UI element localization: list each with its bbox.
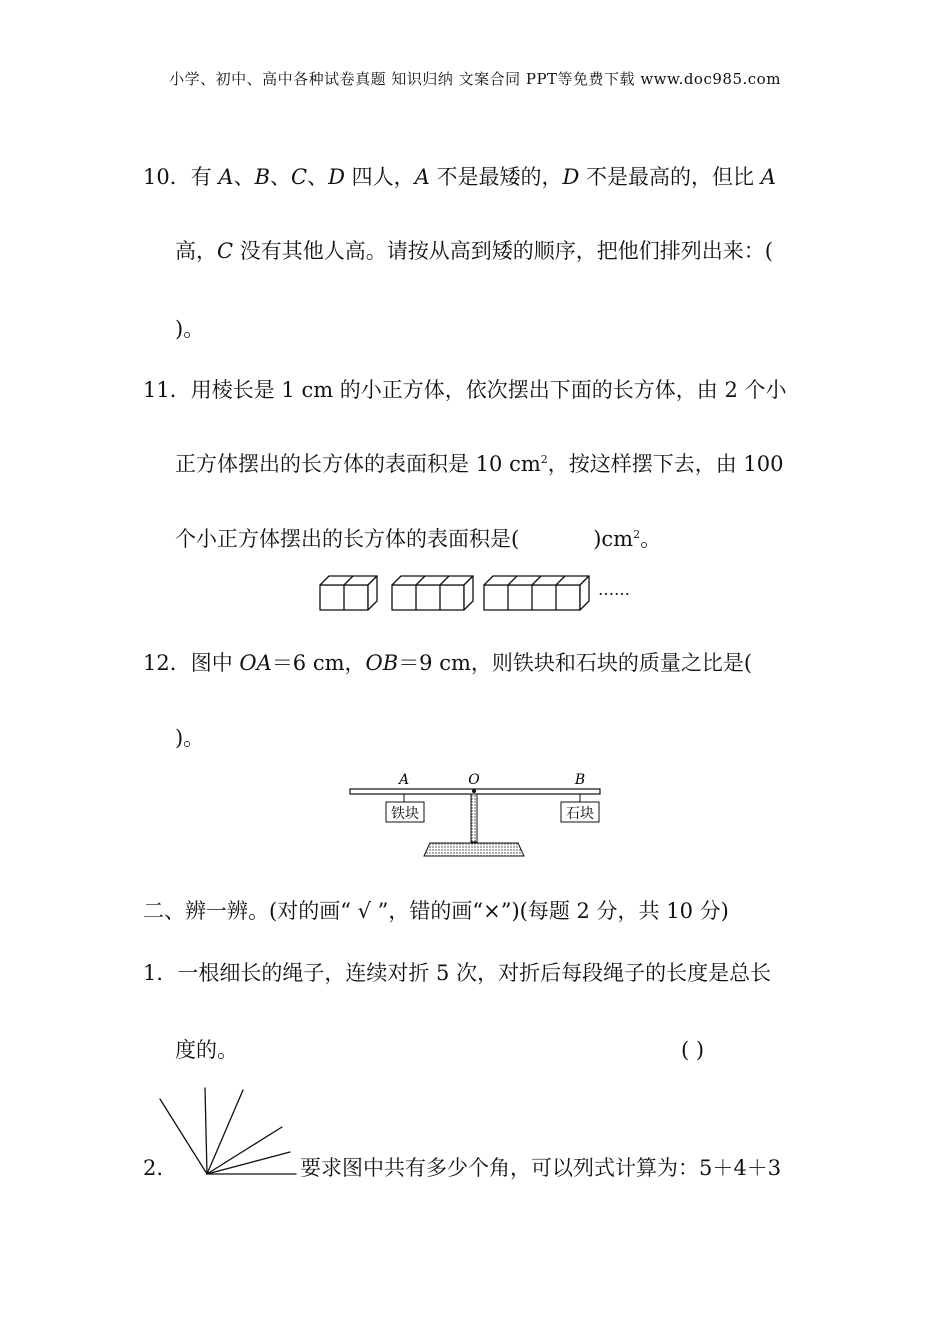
- q12-line1: 12．图中 OA＝6 cm，OB＝9 cm，则铁块和石块的质量之比是(: [143, 651, 753, 675]
- q10-number: 10．: [143, 165, 191, 189]
- ray-1: [160, 1099, 207, 1174]
- label-B: B: [574, 772, 586, 788]
- j1-answer-paren: ( ): [681, 1038, 705, 1062]
- q11-number: 11．: [143, 378, 191, 402]
- j1-number: 1．: [143, 961, 178, 985]
- ray-5: [207, 1152, 290, 1174]
- q11-line3: 个小正方体摆出的长方体的表面积是( )$cm^2$。: [175, 527, 662, 551]
- q12-number: 12．: [143, 651, 191, 675]
- ray-4: [207, 1127, 282, 1174]
- stone-block-label: 石块: [566, 806, 594, 822]
- label-A: A: [398, 772, 410, 788]
- j2-number: 2.: [143, 1156, 164, 1180]
- q10-line1: 10．有 A、B、C、D 四人，A 不是最矮的，D 不是最高的，但比 A: [143, 165, 776, 189]
- q11-line1: 11．用棱长是 1 cm 的小正方体，依次摆出下面的长方体，由 2 个小: [143, 378, 787, 402]
- ray-2: [205, 1088, 207, 1174]
- j2-text: 要求图中共有多少个角，可以列式计算为：5＋4＋3: [300, 1156, 782, 1180]
- q10-line2: 高，C 没有其他人高。请按从高到矮的顺序，把他们排列出来：(: [175, 239, 773, 263]
- ray-3: [207, 1090, 243, 1174]
- iron-block-label: 铁块: [391, 806, 419, 822]
- q10-line3: )。: [175, 317, 205, 341]
- j1-line1: 1．一根细长的绳子，连续对折 5 次，对折后每段绳子的长度是总长: [143, 961, 772, 985]
- cuboid-ellipsis: ……: [598, 580, 630, 599]
- j1-line2: 度的。: [175, 1038, 238, 1062]
- q12-line2: )。: [175, 726, 205, 750]
- section2-title: 二、辨一辨。(对的画“ √ ”，错的画“×”)(每题 2 分，共 10 分): [143, 899, 729, 923]
- q11-line2: 正方体摆出的长方体的表面积是 10 $cm^2$，按这样摆下去，由 100: [175, 452, 784, 476]
- label-O: O: [468, 772, 480, 788]
- page-header: 小学、初中、高中各种试卷真题 知识归纳 文案合同 PPT等免费下载 www.doc985.com: [169, 70, 781, 88]
